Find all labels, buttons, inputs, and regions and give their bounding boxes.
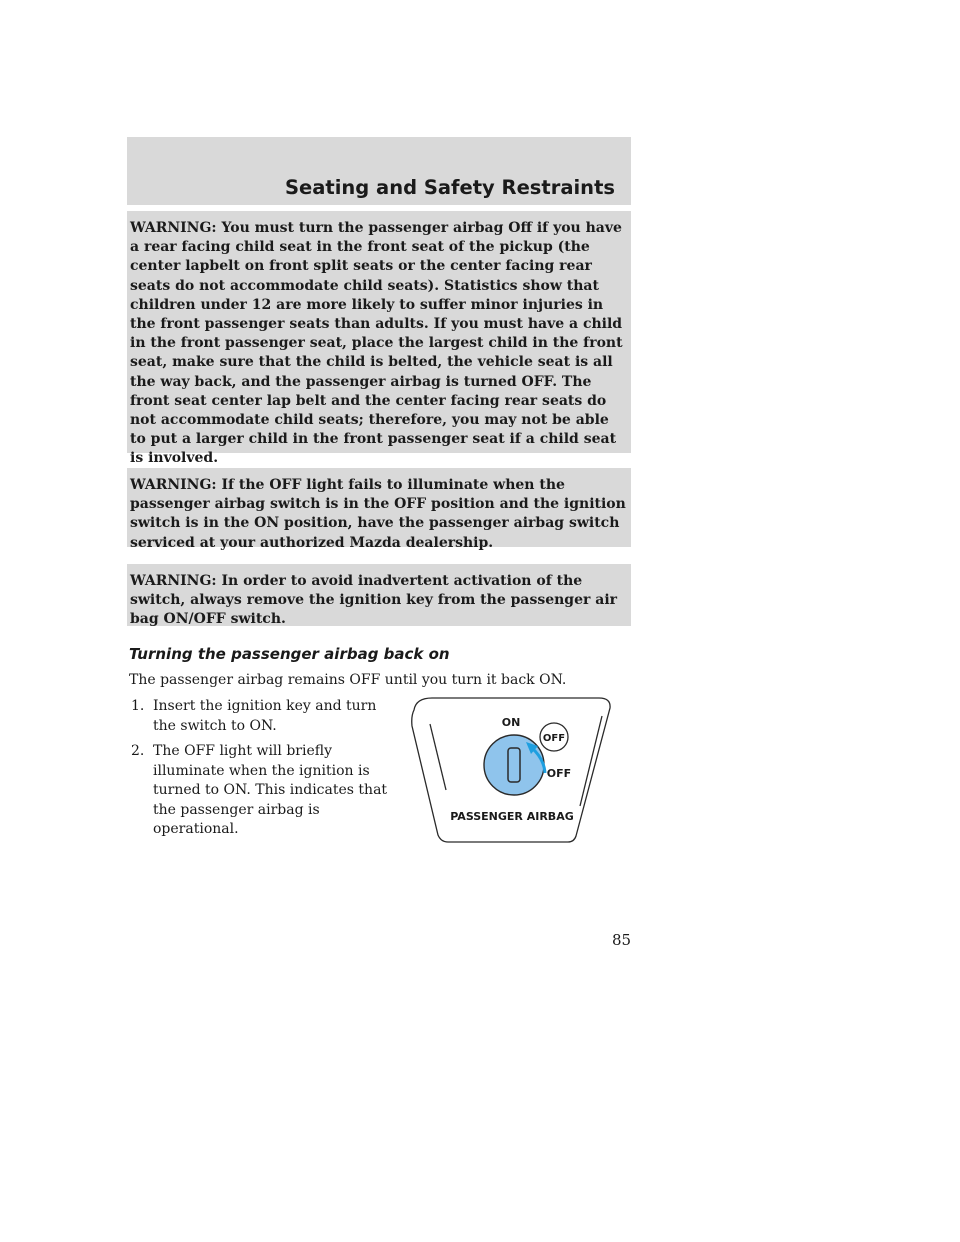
steps-list xyxy=(131,697,396,846)
label-on: ON xyxy=(501,716,521,729)
warning-box-ignition-key: WARNING: In order to avoid inadvertent activation of the switch, always remove the ignition key from the passenger air bag ON/OFF switch. xyxy=(127,564,631,626)
step-number: 2. xyxy=(131,743,145,759)
label-off: OFF xyxy=(546,767,572,780)
section-header-band xyxy=(127,137,631,205)
label-off-light: OFF xyxy=(542,733,566,744)
label-passenger-airbag: PASSENGER AIRBAG xyxy=(450,810,574,823)
list-item xyxy=(131,697,396,736)
section-heading: Turning the passenger airbag back on xyxy=(129,645,450,663)
warning-box-child-seat: WARNING: You must turn the passenger airbag Off if you have a rear facing child seat in the front seat of the pickup (the center lapbelt on front split seats or the center facing rear seats do not accommodate child seats). Statistics show that children under 12 are more likely to suffer minor injuries in the front passenger seats than adults. If you must have a child in the front passenger seat, place the largest child in the front seat, make sure that the child is belted, the vehicle seat is all the way back, and the passenger airbag is turned OFF. The front seat center lap belt and the center facing rear seats do not accommodate child seats; therefore, you may not be able to put a larger child in the front passenger seat if a child seat is involved. xyxy=(127,211,631,453)
step-number: 1. xyxy=(131,698,145,714)
list-item xyxy=(131,742,396,840)
panel-edge-right xyxy=(580,716,602,806)
airbag-switch-illustration xyxy=(404,696,614,844)
warning-box-off-light: WARNING: If the OFF light fails to illuminate when the passenger airbag switch is in the OFF position and the ignition switch is in the ON position, have the passenger airbag switch serviced at your authorized Mazda dealership. xyxy=(127,468,631,547)
step-text: The OFF light will briefly illuminate when the ignition is turned to ON. This indicates that the passenger airbag is operational. xyxy=(153,743,388,837)
panel-edge-left xyxy=(430,724,446,790)
intro-paragraph: The passenger airbag remains OFF until you turn it back ON. xyxy=(129,672,567,688)
step-text: Insert the ignition key and turn the switch to ON. xyxy=(153,698,377,734)
ignition-dial xyxy=(484,735,544,795)
airbag-switch-svg xyxy=(404,696,614,844)
section-header-title: Seating and Safety Restraints xyxy=(284,176,615,199)
page-number: 85 xyxy=(612,931,632,949)
